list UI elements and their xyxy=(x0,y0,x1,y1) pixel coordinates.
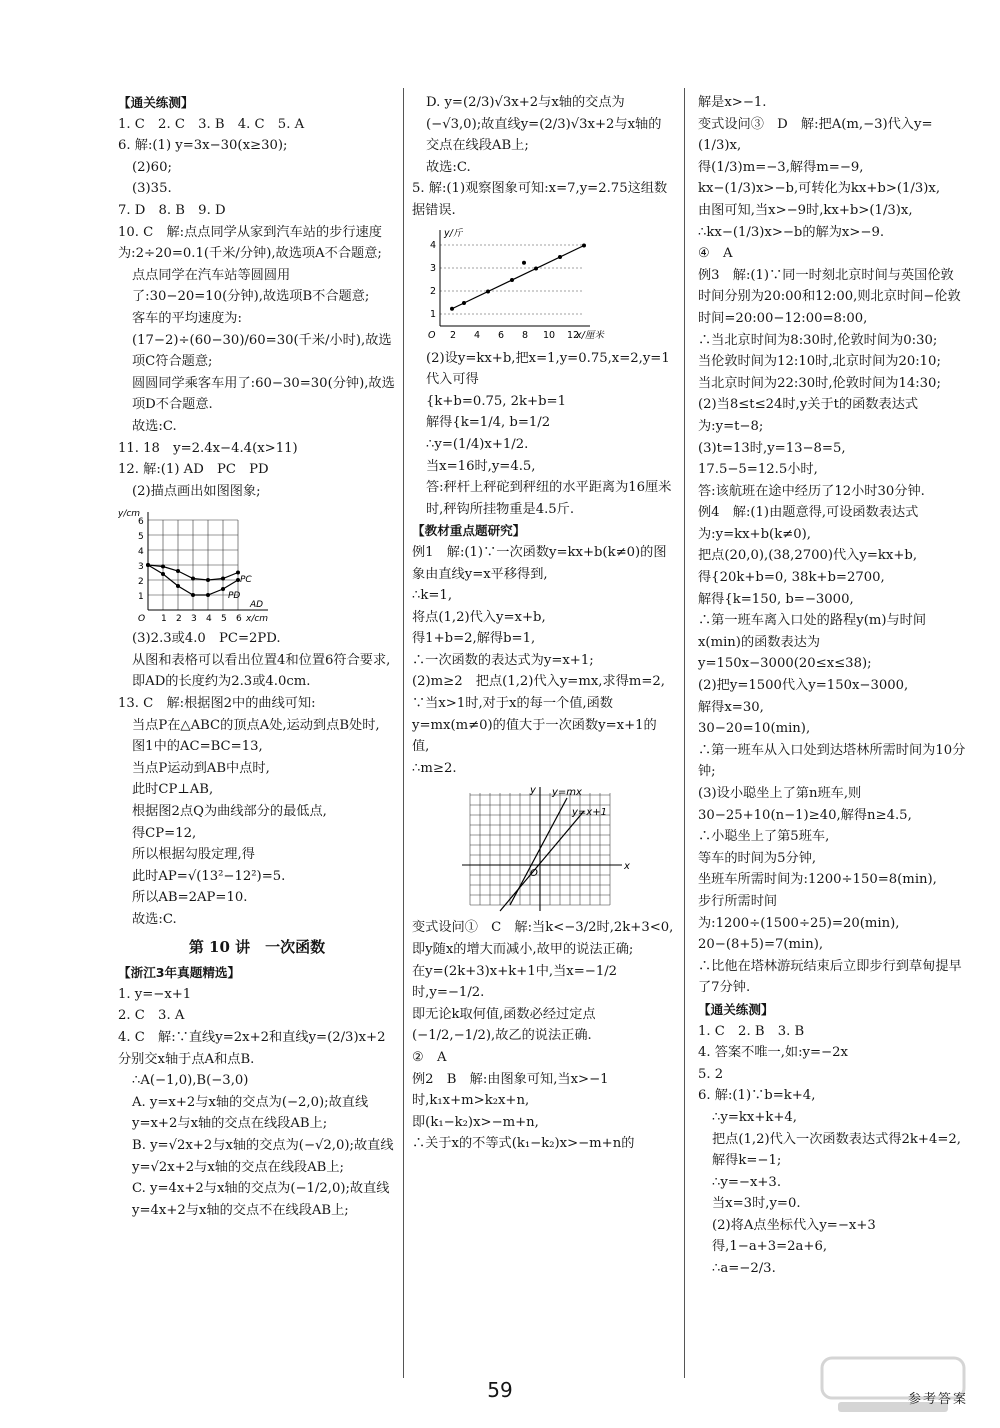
answer-line: 5. 2 xyxy=(698,1066,724,1082)
answer-line: ∴k=1, xyxy=(412,588,453,604)
y-tick: 4 xyxy=(430,239,437,251)
answer-line: (2)把y=1500代入y=150x−3000, xyxy=(698,678,909,694)
answer-line: 圆圆同学乘客车用了:60−30=30(分钟),故选项D不合题意. xyxy=(132,375,395,413)
answer-line: 坐班车所需时间为:1200÷150=8(min), xyxy=(698,872,937,888)
data-point xyxy=(462,301,466,305)
data-point xyxy=(161,565,165,569)
x-tick: 6 xyxy=(236,614,242,625)
answer-line: (2)当8≤t≤24时,y关于t的函数表达式为:y=t−8; xyxy=(698,397,919,434)
data-point xyxy=(191,577,195,581)
answer-line: 17.5−5=12.5小时, xyxy=(698,462,818,478)
answer-line: ∴m≥2. xyxy=(412,760,457,776)
answer-line: 把点(20,0),(38,2700)代入y=kx+b, xyxy=(698,548,918,564)
answer-line: 解是x>−1. xyxy=(698,95,767,110)
answer-line: 得(1/3)m=−3,解得m=−9, xyxy=(698,159,864,175)
answer-line: 答:该航班在途中经历了12小时30分钟. xyxy=(698,483,925,499)
answer-line: D. y=(2/3)√3x+2与x轴的交点为(−√3,0);故直线y=(2/3)√3x+2与x轴的交点在线段AB上; xyxy=(426,95,662,154)
answer-line: 11. 18 y=2.4x−4.4(x>11) xyxy=(118,440,298,456)
x-tick: 3 xyxy=(191,614,197,625)
answer-line: ∴第一班车离入口处的路程y(m)与时间x(min)的函数表达为y=150x−3000(20≤x≤38); xyxy=(698,613,927,672)
x-tick: 5 xyxy=(221,614,227,625)
answer-line: 解得x=30, xyxy=(698,699,764,715)
answer-line: (2)描点画出如图图象; xyxy=(132,483,261,499)
answer-line: ∴A(−1,0),B(−3,0) xyxy=(132,1073,249,1089)
answer-line: 此时AP=√(13²−12²)=5. xyxy=(132,868,286,884)
data-point xyxy=(221,577,225,581)
column-2 xyxy=(412,92,674,1155)
answer-line: ∴一次函数的表达式为y=x+1; xyxy=(412,652,594,668)
answer-line: 当伦敦时间为12:10时,北京时间为20:10; xyxy=(698,354,941,370)
answer-line: C. y=4x+2与x轴的交点为(−1/2,0);故直线y=4x+2与x轴的交点不在线段AB上; xyxy=(132,1181,390,1218)
answer-line: B. y=√2x+2与x轴的交点为(−√2,0);故直线y=√2x+2与x轴的交点在线段AB上; xyxy=(132,1137,394,1175)
answer-line: 将点(1,2)代入y=x+b, xyxy=(412,609,546,625)
column-divider xyxy=(684,88,685,1378)
answer-line: 得1+b=2,解得b=1, xyxy=(412,631,536,647)
x-tick: 1 xyxy=(161,614,167,625)
answer-line: 解得{k=150, b=−3000, xyxy=(698,591,854,607)
data-point xyxy=(236,571,240,575)
answer-line: kx−(1/3)x>−b,可转化为kx+b>(1/3)x, xyxy=(698,181,941,197)
answer-line: 13. C 解:根据图2中的曲线可知: xyxy=(118,696,316,712)
answer-line: 2. C 3. A xyxy=(118,1008,185,1024)
answer-line: (3)设小聪坐上了第n班车,则 xyxy=(698,786,862,801)
answer-line: 得CP=12, xyxy=(132,825,197,841)
answer-line: 此时CP⊥AB, xyxy=(132,782,214,798)
answer-line: 得{20k+b=0, 38k+b=2700, xyxy=(698,570,885,586)
y-tick: 4 xyxy=(138,547,144,558)
answer-line: 20−(8+5)=7(min), xyxy=(698,937,824,953)
section-heading: 【通关练测】 xyxy=(118,95,194,110)
column-1 xyxy=(118,92,396,1221)
answer-line: 7. D 8. B 9. D xyxy=(118,202,226,218)
figure-example1-graph xyxy=(412,783,652,913)
answer-line: (2)m≥2 把点(1,2)代入y=mx,求得m=2, xyxy=(412,674,665,690)
answer-line: 解得{k=1/4, b=1/2 xyxy=(426,415,551,431)
answer-line: (3)35. xyxy=(132,181,172,197)
answer-line: ∴当北京时间为8:30时,伦敦时间为0:30; xyxy=(698,332,938,348)
y-tick: 2 xyxy=(430,285,437,297)
y-axis-label: y/cm xyxy=(118,509,141,520)
data-point xyxy=(161,572,165,576)
answer-line: 故选:C. xyxy=(132,418,177,434)
data-point xyxy=(534,266,538,270)
answers-block xyxy=(412,348,674,780)
y-tick: 3 xyxy=(430,262,437,274)
x-tick: 2 xyxy=(450,329,457,341)
answer-line: ∵当x>1时,对于x的每一个值,函数y=mx(m≠0)的值大于一次函数y=x+1的值, xyxy=(412,696,657,755)
answers-block xyxy=(698,92,966,1280)
answer-line: 30−20=10(min), xyxy=(698,721,811,737)
y-tick: 1 xyxy=(430,308,437,320)
data-point xyxy=(206,593,210,597)
answer-line: ∴a=−2/3. xyxy=(712,1261,776,1277)
answer-line: 当x=16时,y=4.5, xyxy=(426,458,536,474)
pd-label: PD xyxy=(228,591,241,602)
origin-label: O xyxy=(138,614,146,625)
section-title: 第 10 讲 一次函数 xyxy=(188,937,326,956)
y-axis-label: y xyxy=(530,785,536,797)
data-point xyxy=(558,255,562,259)
answer-line: 4. C 解:∵直线y=2x+2和直线y=(2/3)x+2分别交x轴于点A和点B. xyxy=(118,1029,386,1067)
answer-line: 所以根据勾股定理,得 xyxy=(132,847,255,863)
answer-line: (3)t=13时,y=13−8=5, xyxy=(698,440,846,456)
data-point xyxy=(522,260,526,264)
answer-line: 等车的时间为5分钟, xyxy=(698,850,817,866)
y-tick: 6 xyxy=(138,517,144,528)
answer-line: 步行所需时间为:1200÷(1500÷25)=20(min), xyxy=(698,893,900,931)
answer-line: {k+b=0.75, 2k+b=1 xyxy=(426,393,566,409)
answer-line: (2)设y=kx+b,把x=1,y=0.75,x=2,y=1代入可得 xyxy=(426,350,670,388)
data-point xyxy=(206,578,210,582)
answer-line: 答:秤杆上秤砣到秤纽的水平距离为16厘米时,秤钩所挂物重是4.5斤. xyxy=(426,480,672,517)
answer-line: ∴y=(1/4)x+1/2. xyxy=(426,436,529,452)
answer-line: 变式设问③ D 解:把A(m,−3)代入y=(1/3)x, xyxy=(698,116,933,154)
watermark-logo xyxy=(818,1352,968,1416)
answers-block xyxy=(412,917,674,1155)
column-3 xyxy=(698,92,966,1280)
footer-label: 参考答案 xyxy=(908,1392,969,1407)
answer-line: 1. C 2. B 3. B xyxy=(698,1023,805,1039)
answer-line: 点点同学在汽车站等圆圆用了:30−20=10(分钟),故选项B不合题意; xyxy=(132,267,370,305)
answer-line: ② A xyxy=(412,1050,447,1065)
data-point xyxy=(510,278,514,282)
line-label-y-mx: y=mx xyxy=(552,787,582,799)
answer-line: 当x=3时,y=0. xyxy=(712,1196,801,1212)
answer-line: A. y=x+2与x轴的交点为(−2,0);故直线y=x+2与x轴的交点在线段AB上; xyxy=(132,1094,369,1132)
y-tick: 5 xyxy=(138,532,144,543)
answer-line: ∴小聪坐上了第5班车, xyxy=(698,829,830,845)
answer-line: 30−25+10(n−1)≥40,解得n≥4.5, xyxy=(698,807,912,823)
answer-line: 故选:C. xyxy=(426,159,471,175)
ad-label: AD xyxy=(250,600,264,611)
answer-line: 图1中的AC=BC=13, xyxy=(132,739,263,755)
column-divider xyxy=(403,88,404,1378)
data-point xyxy=(450,306,454,310)
figure-12-graph xyxy=(118,506,288,624)
data-point xyxy=(191,593,195,597)
x-tick: 4 xyxy=(474,329,481,341)
y-tick: 3 xyxy=(138,562,144,573)
answer-line: 把点(1,2)代入一次函数表达式得2k+4=2,解得k=−1; xyxy=(712,1131,961,1169)
x-tick: 10 xyxy=(543,329,556,341)
pc-label: PC xyxy=(240,575,252,586)
answer-line: ∴关于x的不等式(k₁−k₂)x>−m+n的 xyxy=(412,1136,635,1152)
answer-line: ∴第一班车从入口处到达塔林所需时间为10分钟; xyxy=(698,742,966,780)
answer-line: 例2 B 解:由图象可知,当x>−1时,k₁x+m>k₂x+n, xyxy=(412,1071,609,1109)
answer-line: 故选:C. xyxy=(132,912,177,927)
data-point xyxy=(221,587,225,591)
data-point xyxy=(486,289,490,293)
answer-line: 根据图2点Q为曲线部分的最低点, xyxy=(132,804,327,820)
answer-line: 6. 解:(1)∵b=k+4, xyxy=(698,1088,816,1104)
x-tick: 2 xyxy=(176,614,182,625)
answer-line: 即无论k取何值,函数必经过定点(−1/2,−1/2),故乙的说法正确. xyxy=(412,1006,596,1044)
line-label-y-x-plus-1: y=x+1 xyxy=(572,807,607,819)
answer-line: 客车的平均速度为:(17−2)÷(60−30)/60=30(千米/小时),故选项C符合题意; xyxy=(132,310,392,370)
x-axis-label: x/cm xyxy=(246,614,269,625)
answers-block xyxy=(412,92,674,222)
x-axis-label: x xyxy=(624,861,630,873)
answer-line: 12. 解:(1) AD PC PD xyxy=(118,462,269,478)
answer-line: 1. C 2. C 3. B 4. C 5. A xyxy=(118,116,305,132)
section-heading: 【通关练测】 xyxy=(698,1001,774,1017)
data-point xyxy=(176,584,180,588)
origin-label: O xyxy=(530,868,538,880)
answer-line: 即AD的长度约为2.3或4.0cm. xyxy=(132,674,311,690)
y-axis-label: y/斤 xyxy=(444,227,463,239)
answer-line: (2)将A点坐标代入y=−x+3得,1−a+3=2a+6, xyxy=(712,1217,876,1255)
figure-5-graph xyxy=(412,226,612,344)
origin-label: O xyxy=(428,329,436,341)
answer-line: 当点P运动到AB中点时, xyxy=(132,760,270,776)
answer-line: 由图可知,当x>−9时,kx+b>(1/3)x, xyxy=(698,202,913,218)
answer-line: 变式设问① C 解:当k<−3/2时,2k+3<0,即y随x的增大而减小,故甲的说法正确; xyxy=(412,920,674,958)
x-axis-label: x/厘米 xyxy=(576,329,604,341)
y-tick: 1 xyxy=(138,592,144,603)
data-point xyxy=(582,243,586,247)
x-tick: 12 xyxy=(567,329,580,341)
section-heading: 【教材重点题研究】 xyxy=(412,523,526,539)
answer-line: 从图和表格可以看出位置4和位置6符合要求, xyxy=(132,652,391,668)
answers-block xyxy=(118,628,396,930)
answer-line: 4. 答案不唯一,如:y=−2x xyxy=(698,1045,848,1061)
data-point xyxy=(146,563,150,567)
answer-line: (3)2.3或4.0 PC=2PD. xyxy=(132,631,281,647)
answer-line: 在y=(2k+3)x+k+1中,当x=−1/2时,y=−1/2. xyxy=(412,963,618,1001)
x-tick: 8 xyxy=(522,329,529,341)
answer-line: ∴比他在塔林游玩结束后立即步行到草甸提早了7分钟. xyxy=(698,958,962,996)
answer-line: 即(k₁−k₂)x>−m+n, xyxy=(412,1114,539,1130)
line-y-x-plus-1 xyxy=(500,811,584,911)
answers-block xyxy=(118,92,396,502)
answer-line: 所以AB=2AP=10. xyxy=(132,890,248,906)
answer-line: 1. y=−x+1 xyxy=(118,986,192,1002)
x-tick: 4 xyxy=(206,614,212,625)
answer-line: 当北京时间为22:30时,伦敦时间为14:30; xyxy=(698,375,941,391)
answer-line: 例1 解:(1)∵一次函数y=kx+b(k≠0)的图象由直线y=x平移得到, xyxy=(412,544,667,582)
section-heading: 【浙江3年真题精选】 xyxy=(118,965,241,981)
answer-line: 5. 解:(1)观察图象可知:x=7,y=2.75这组数据错误. xyxy=(412,181,668,218)
answers-block xyxy=(118,962,396,1221)
answer-line: ∴y=kx+k+4, xyxy=(712,1109,797,1125)
answer-line: 10. C 解:点点同学从家到汽车站的步行速度为:2÷20=0.1(千米/分钟),故选项A不合题意; xyxy=(118,224,382,262)
answer-line: (2)60; xyxy=(132,159,172,175)
answer-line: 例4 解:(1)由题意得,可设函数表达式为:y=kx+b(k≠0), xyxy=(698,505,919,542)
data-point xyxy=(176,569,180,573)
x-tick: 6 xyxy=(498,329,505,341)
y-tick: 2 xyxy=(138,577,144,588)
answer-line: ④ A xyxy=(698,246,733,262)
answer-line: 6. 解:(1) y=3x−30(x≥30); xyxy=(118,138,288,154)
fit-line xyxy=(452,245,584,308)
answer-line: 例3 解:(1)∵同一时刻北京时间与英国伦敦时间分别为20:00和12:00,则北京时间−伦敦时间=20:00−12:00=8:00, xyxy=(698,267,961,326)
answer-line: ∴y=−x+3. xyxy=(712,1174,782,1190)
answer-line: ∴kx−(1/3)x>−b的解为x>−9. xyxy=(698,224,885,240)
page-number: 59 xyxy=(487,1378,513,1402)
answer-line: 当点P在△ABC的顶点A处,运动到点B处时, xyxy=(132,717,380,733)
